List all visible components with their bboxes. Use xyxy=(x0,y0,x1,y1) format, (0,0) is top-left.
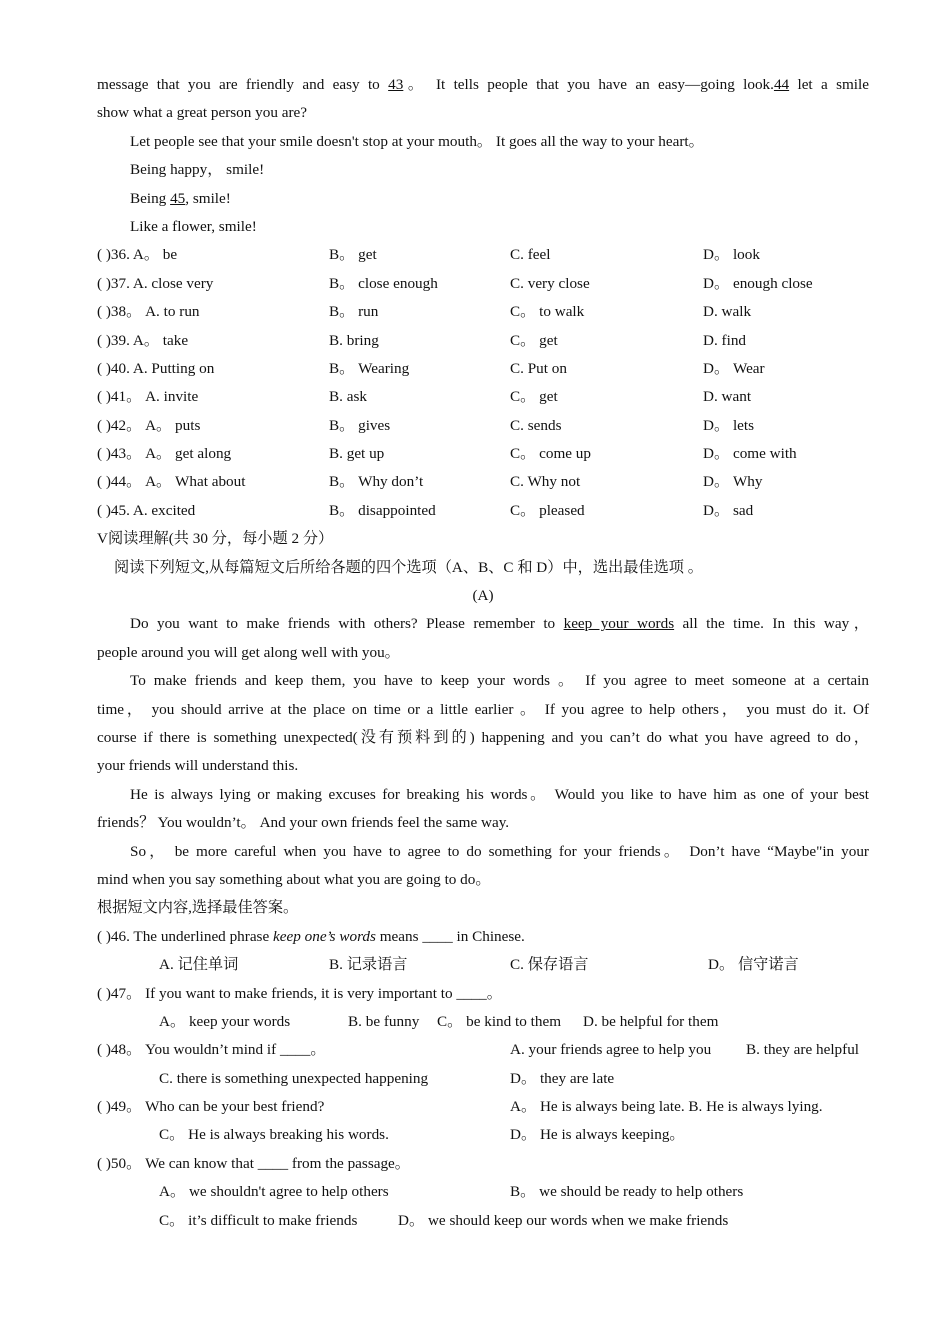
option-c: C。 to walk xyxy=(510,303,585,321)
question-stem: ( )49。 Who can be your best friend? xyxy=(97,1098,325,1116)
section-instruction: 阅读下列短文,从每篇短文后所给各题的四个选项（A、B、C 和 D）中，选出最佳选项 。 xyxy=(114,558,703,576)
text-run: 。 It tells people that you have an easy—going look. xyxy=(403,76,774,93)
question-option-a: ( )43。 A。 get along xyxy=(97,445,232,463)
passage-line: your friends will understand this. xyxy=(97,757,299,775)
cloze-question xyxy=(97,355,869,383)
option-c: C。 He is always breaking his words. xyxy=(159,1126,389,1144)
option-d: D. want xyxy=(703,388,752,406)
option-c: C. there is something unexpected happening xyxy=(159,1069,429,1087)
option-a: A. your friends agree to help you xyxy=(510,1041,712,1059)
option-c: C。 get xyxy=(510,388,558,406)
option-a: A. 记住单词 xyxy=(159,956,239,974)
option-d: D。 come with xyxy=(703,445,797,463)
option-c: C. feel xyxy=(510,246,551,264)
option-d: D。 lets xyxy=(703,416,755,434)
passage-line xyxy=(97,610,869,638)
option-b: B. get up xyxy=(329,445,385,463)
option-b: B。 get xyxy=(329,246,377,264)
passage-label: (A) xyxy=(472,587,494,605)
cloze-question xyxy=(97,412,869,440)
question-50-stem: ( )50。 We can know that ____ from the passage。 xyxy=(97,1154,410,1172)
option-b: B。 Wearing xyxy=(329,359,410,377)
passage-line: course if there is something unexpected(没有预料到的) happening and you can’t do what you have agreed to do， xyxy=(97,728,869,746)
question-46-stem xyxy=(97,923,869,951)
option-d: D。 they are late xyxy=(510,1069,615,1087)
question-option-a: ( )45. A. excited xyxy=(97,501,196,519)
option-d: D. be helpful for them xyxy=(583,1012,719,1030)
option-b: B。 run xyxy=(329,303,379,321)
cloze-question xyxy=(97,440,869,468)
passage-line: time， you should arrive at the place on time or a little earlier 。 If you agree to help others， you must do it. Of xyxy=(97,700,869,718)
option-b: B. be funny xyxy=(348,1012,420,1030)
passage-line: He is always lying or making excuses for breaking his words。 Would you like to have him as one of your best xyxy=(130,785,869,803)
option-b: B。 gives xyxy=(329,416,391,434)
question-option-a: ( )44。 A。 What about xyxy=(97,473,246,491)
cloze-question xyxy=(97,468,869,496)
option-c: C. sends xyxy=(510,416,562,434)
question-49-options xyxy=(97,1121,869,1149)
text-run: , smile! xyxy=(185,189,231,207)
text-run: ( )46. The underlined phrase xyxy=(97,927,274,945)
document-page xyxy=(97,71,869,1235)
question-48-stem xyxy=(97,1036,869,1064)
underlined-phrase: keep your words xyxy=(563,615,675,633)
question-option-a: ( )41。 A. invite xyxy=(97,388,199,406)
option-b: B。 disappointed xyxy=(329,501,436,519)
blank-45: 45 xyxy=(170,189,186,207)
text-run: Being xyxy=(130,189,171,207)
option-b: B. bring xyxy=(329,331,379,349)
question-48-options xyxy=(97,1065,869,1093)
option-c: C. 保存语言 xyxy=(510,956,589,974)
passage-line xyxy=(97,185,869,213)
option-c: C。 it’s difficult to make friends xyxy=(159,1211,358,1229)
option-d: D。 信守诺言 xyxy=(708,956,799,974)
option-c: C. Why not xyxy=(510,473,581,491)
option-c: C。 come up xyxy=(510,445,591,463)
cloze-question xyxy=(97,497,869,525)
option-b: B. 记录语言 xyxy=(329,956,408,974)
text-run: means ____ in Chinese. xyxy=(375,927,525,945)
option-c: C. Put on xyxy=(510,359,567,377)
option-b: B。 we should be ready to help others xyxy=(510,1183,744,1201)
passage-line: friends？ You wouldn’t。 And your own friends feel the same way. xyxy=(97,814,510,832)
question-47-options xyxy=(97,1008,869,1036)
option-a: A。 we shouldn't agree to help others xyxy=(159,1183,389,1201)
blank-44: 44 xyxy=(773,76,790,93)
text-run: all the time. In this way， xyxy=(674,615,869,633)
option-c: C。 get xyxy=(510,331,558,349)
blank-43: 43 xyxy=(388,76,404,93)
passage-line: To make friends and keep them, you have to keep your words 。 If you agree to meet someone at a certain xyxy=(130,672,869,690)
text-run: message that you are friendly and easy to xyxy=(97,76,389,93)
cloze-question xyxy=(97,270,869,298)
option-a-b: A。 He is always being late. B. He is always lying. xyxy=(510,1098,823,1116)
question-47-stem: ( )47。 If you want to make friends, it is very important to ____。 xyxy=(97,984,502,1002)
passage-line: Let people see that your smile doesn't stop at your mouth。 It goes all the way to your heart。 xyxy=(130,132,704,150)
option-c: C。 be kind to them xyxy=(437,1012,562,1030)
option-d: D. find xyxy=(703,331,747,349)
italic-phrase: keep one’s words xyxy=(273,927,376,945)
question-stem: ( )48。 You wouldn’t mind if ____。 xyxy=(97,1041,326,1059)
option-b: B。 close enough xyxy=(329,274,438,292)
option-d: D。 sad xyxy=(703,501,754,519)
passage-line: mind when you say something about what you are going to do。 xyxy=(97,870,491,888)
option-d: D。 He is always keeping。 xyxy=(510,1126,685,1144)
question-option-a: ( )36. A。 be xyxy=(97,246,178,264)
option-b: B。 Why don’t xyxy=(329,473,424,491)
passage-line xyxy=(97,71,869,99)
option-d: D. walk xyxy=(703,303,752,321)
question-46-options xyxy=(97,951,869,979)
passage-line: So， be more careful when you have to agree to do something for your friends。 Don’t have “Maybe"in your xyxy=(130,842,869,860)
passage-line: Like a flower, smile! xyxy=(130,217,257,235)
question-49-stem xyxy=(97,1093,869,1121)
option-b: B. ask xyxy=(329,388,367,406)
questions-intro: 根据短文内容,选择最佳答案。 xyxy=(97,899,299,917)
question-option-a: ( )38。 A. to run xyxy=(97,303,200,321)
passage-line: Being happy， smile! xyxy=(130,161,265,179)
option-b: B. they are helpful xyxy=(746,1041,860,1059)
question-option-a: ( )40. A. Putting on xyxy=(97,359,215,377)
question-option-a: ( )37. A. close very xyxy=(97,274,214,292)
option-d: D。 Wear xyxy=(703,359,765,377)
cloze-question xyxy=(97,241,869,269)
option-c: C. very close xyxy=(510,274,590,292)
section-heading: V阅读理解(共 30 分，每小题 2 分） xyxy=(97,530,334,548)
question-option-a: ( )42。 A。 puts xyxy=(97,416,201,434)
option-c: C。 pleased xyxy=(510,501,585,519)
option-d: D。 we should keep our words when we make friends xyxy=(398,1211,729,1229)
cloze-question xyxy=(97,383,869,411)
cloze-question xyxy=(97,298,869,326)
question-option-a: ( )39. A。 take xyxy=(97,331,189,349)
option-d: D。 enough close xyxy=(703,274,813,292)
option-a: A。 keep your words xyxy=(159,1012,291,1030)
question-50-options xyxy=(97,1207,869,1235)
option-d: D。 look xyxy=(703,246,760,264)
text-run: Do you want to make friends with others? Please remember to xyxy=(130,615,564,633)
question-50-options xyxy=(97,1178,869,1206)
cloze-question xyxy=(97,327,869,355)
text-run: let a smile xyxy=(789,76,869,93)
passage-line: people around you will get along well with you。 xyxy=(97,643,400,661)
passage-line: show what a great person you are? xyxy=(97,104,308,122)
option-d: D。 Why xyxy=(703,473,763,491)
